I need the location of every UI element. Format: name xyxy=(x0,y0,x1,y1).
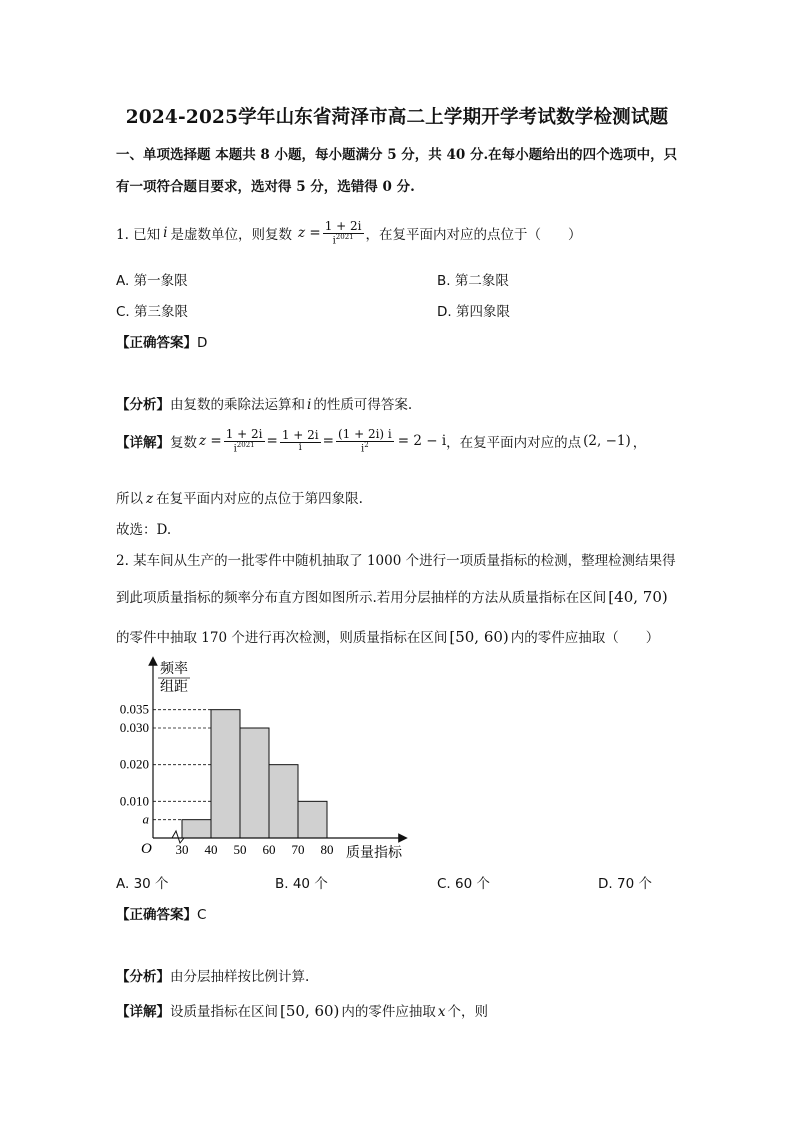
q1-frac-den: i xyxy=(332,234,336,246)
q2-answer: C xyxy=(197,907,207,923)
q2-line1: 2. 某车间从生产的一批零件中随机抽取了 1000 个进行一项质量指标的检测，整理检测结果得 xyxy=(116,553,676,569)
q1-detail-f1-den: i xyxy=(233,442,237,454)
q1-answer-label: 【正确答案】 xyxy=(116,335,197,351)
q1-answer: D xyxy=(197,335,208,351)
q1-analysis-line xyxy=(116,393,412,413)
q2-detail-post: 个，则 xyxy=(447,1004,489,1020)
q1-detail-f2-num: 1 + 2i xyxy=(281,428,319,443)
q1-detail-f1-num: 1 + 2i xyxy=(225,427,263,441)
q2-detail-interval: [50, 60) xyxy=(280,1002,340,1020)
q2-line3-post: 内的零件应抽取（ ） xyxy=(510,630,660,646)
q2-answer-line xyxy=(116,903,206,923)
histogram-y-ticks xyxy=(120,702,150,827)
q1-i-char: i xyxy=(163,225,168,242)
xlabel: 质量指标 xyxy=(346,846,402,861)
q1-option-a: A. 第一象限 xyxy=(116,273,188,289)
q1-prefix: 1. 已知 xyxy=(116,227,161,244)
q1-suffix: ，在复平面内对应的点位于（ ） xyxy=(365,227,582,244)
q2-detail-x: x xyxy=(437,1004,446,1020)
q1-detail-eq2: = xyxy=(322,433,334,450)
histogram-x-ticks xyxy=(176,842,334,857)
ylabel-bottom: 组距 xyxy=(160,680,188,695)
q2-option-a: A. 30 个 xyxy=(116,876,169,892)
q1-detail-f3-den: i xyxy=(361,442,365,454)
q1-conclude-pre: 所以 xyxy=(116,491,143,507)
y-tick-label: 0.030 xyxy=(119,720,149,735)
q1-analysis: 由复数的乘除法运算和 xyxy=(170,397,305,413)
q1-detail-f3-num: (1 + 2i) i xyxy=(337,427,392,441)
q2-option-b: B. 40 个 xyxy=(275,876,328,892)
y-tick-label: 0.010 xyxy=(119,793,149,809)
q1-frac-num: 1 + 2i xyxy=(324,219,362,233)
q1-analysis-end: 的性质可得答案. xyxy=(313,397,413,413)
q1-analysis-i: i xyxy=(307,397,312,413)
q1-mid: 是虚数单位，则复数 xyxy=(170,227,292,244)
origin-label: O xyxy=(141,841,152,857)
histogram-bar xyxy=(298,801,327,838)
histogram-bar xyxy=(211,710,240,838)
q2-option-d: D. 70 个 xyxy=(598,876,652,892)
q1-detail-z: z = xyxy=(199,433,222,450)
q1-detail-label: 【详解】 xyxy=(116,435,170,452)
q1-conclude-post: 在复平面内对应的点位于第四象限. xyxy=(156,491,363,507)
q2-analysis-line xyxy=(116,965,309,985)
histogram-bar xyxy=(269,765,298,838)
q2-option-c: C. 60 个 xyxy=(437,876,490,892)
q2-interval2: [50, 60) xyxy=(449,628,509,646)
q2-detail-label: 【详解】 xyxy=(116,1004,170,1020)
x-tick-label: 80 xyxy=(320,842,334,857)
x-tick-label: 30 xyxy=(175,842,189,857)
q1-detail-end: ， xyxy=(632,435,647,452)
q1-stem xyxy=(116,220,582,246)
q1-frac-den-exp: 2021 xyxy=(335,232,354,241)
q2-line3 xyxy=(116,626,659,646)
q2-detail-line xyxy=(116,1000,488,1020)
q1-detail-f1-exp: 2021 xyxy=(236,440,255,449)
q1-conclusion xyxy=(116,487,363,507)
x-tick-label: 50 xyxy=(233,842,247,857)
q1-analysis-label: 【分析】 xyxy=(116,397,170,413)
q1-conclude-z: z xyxy=(146,491,154,507)
y-tick-label: a xyxy=(142,811,149,827)
q1-option-b: B. 第二象限 xyxy=(437,273,509,289)
page-title: 2024-2025学年山东省菏泽市高二上学期开学考试数学检测试题 xyxy=(125,107,669,128)
y-tick-label: 0.035 xyxy=(119,701,149,717)
q1-detail-mid: ，在复平面内对应的点 xyxy=(446,435,582,452)
q2-interval1: [40, 70) xyxy=(608,588,668,606)
q1-detail-f2-den: i xyxy=(298,441,302,453)
q2-line2 xyxy=(116,586,668,606)
q1-detail-frac2 xyxy=(280,429,321,453)
histogram-bar xyxy=(240,728,269,838)
frequency-histogram xyxy=(108,655,418,865)
q1-option-d: D. 第四象限 xyxy=(437,304,510,320)
q1-detail-line xyxy=(116,428,646,454)
section-heading-line2: 有一项符合题目要求，选对得 5 分，选错得 0 分. xyxy=(116,179,415,195)
q1-detail-result: = 2 − i xyxy=(397,433,447,450)
histogram-bars xyxy=(182,710,327,838)
q2-detail-mid: 内的零件应抽取 xyxy=(341,1004,436,1020)
q1-answer-line xyxy=(116,331,207,351)
q1-option-c: C. 第三象限 xyxy=(116,304,189,320)
y-tick-label: 0.020 xyxy=(119,756,149,772)
q1-detail-point: (2, −1) xyxy=(583,433,631,450)
q2-analysis: 由分层抽样按比例计算. xyxy=(170,969,310,985)
q1-detail-pre: 复数 xyxy=(170,435,197,452)
q1-detail-f3-exp: 2 xyxy=(364,440,369,449)
q1-choose: 故选：D. xyxy=(116,522,172,538)
ylabel-top: 频率 xyxy=(160,662,188,677)
histogram-bar xyxy=(182,820,211,838)
q2-analysis-label: 【分析】 xyxy=(116,969,170,985)
q2-answer-label: 【正确答案】 xyxy=(116,907,197,923)
section-heading-line1: 一、单项选择题 本题共 8 小题，每小题满分 5 分，共 40 分.在每小题给出的四个选项中，只 xyxy=(116,147,678,163)
x-tick-label: 70 xyxy=(291,842,305,857)
q1-detail-eq1: = xyxy=(266,433,278,450)
q2-line2-pre: 到此项质量指标的频率分布直方图如图所示.若用分层抽样的方法从质量指标在区间 xyxy=(116,590,607,606)
x-tick-label: 60 xyxy=(262,842,276,857)
q2-line3-pre: 的零件中抽取 170 个进行再次检测，则质量指标在区间 xyxy=(116,630,448,646)
q1-detail-frac1 xyxy=(224,428,265,454)
q2-detail-pre: 设质量指标在区间 xyxy=(170,1004,278,1020)
q1-detail-frac3 xyxy=(336,428,394,454)
x-tick-label: 40 xyxy=(204,842,218,857)
q1-fraction xyxy=(323,220,364,246)
q1-z-label: z = xyxy=(298,225,321,242)
